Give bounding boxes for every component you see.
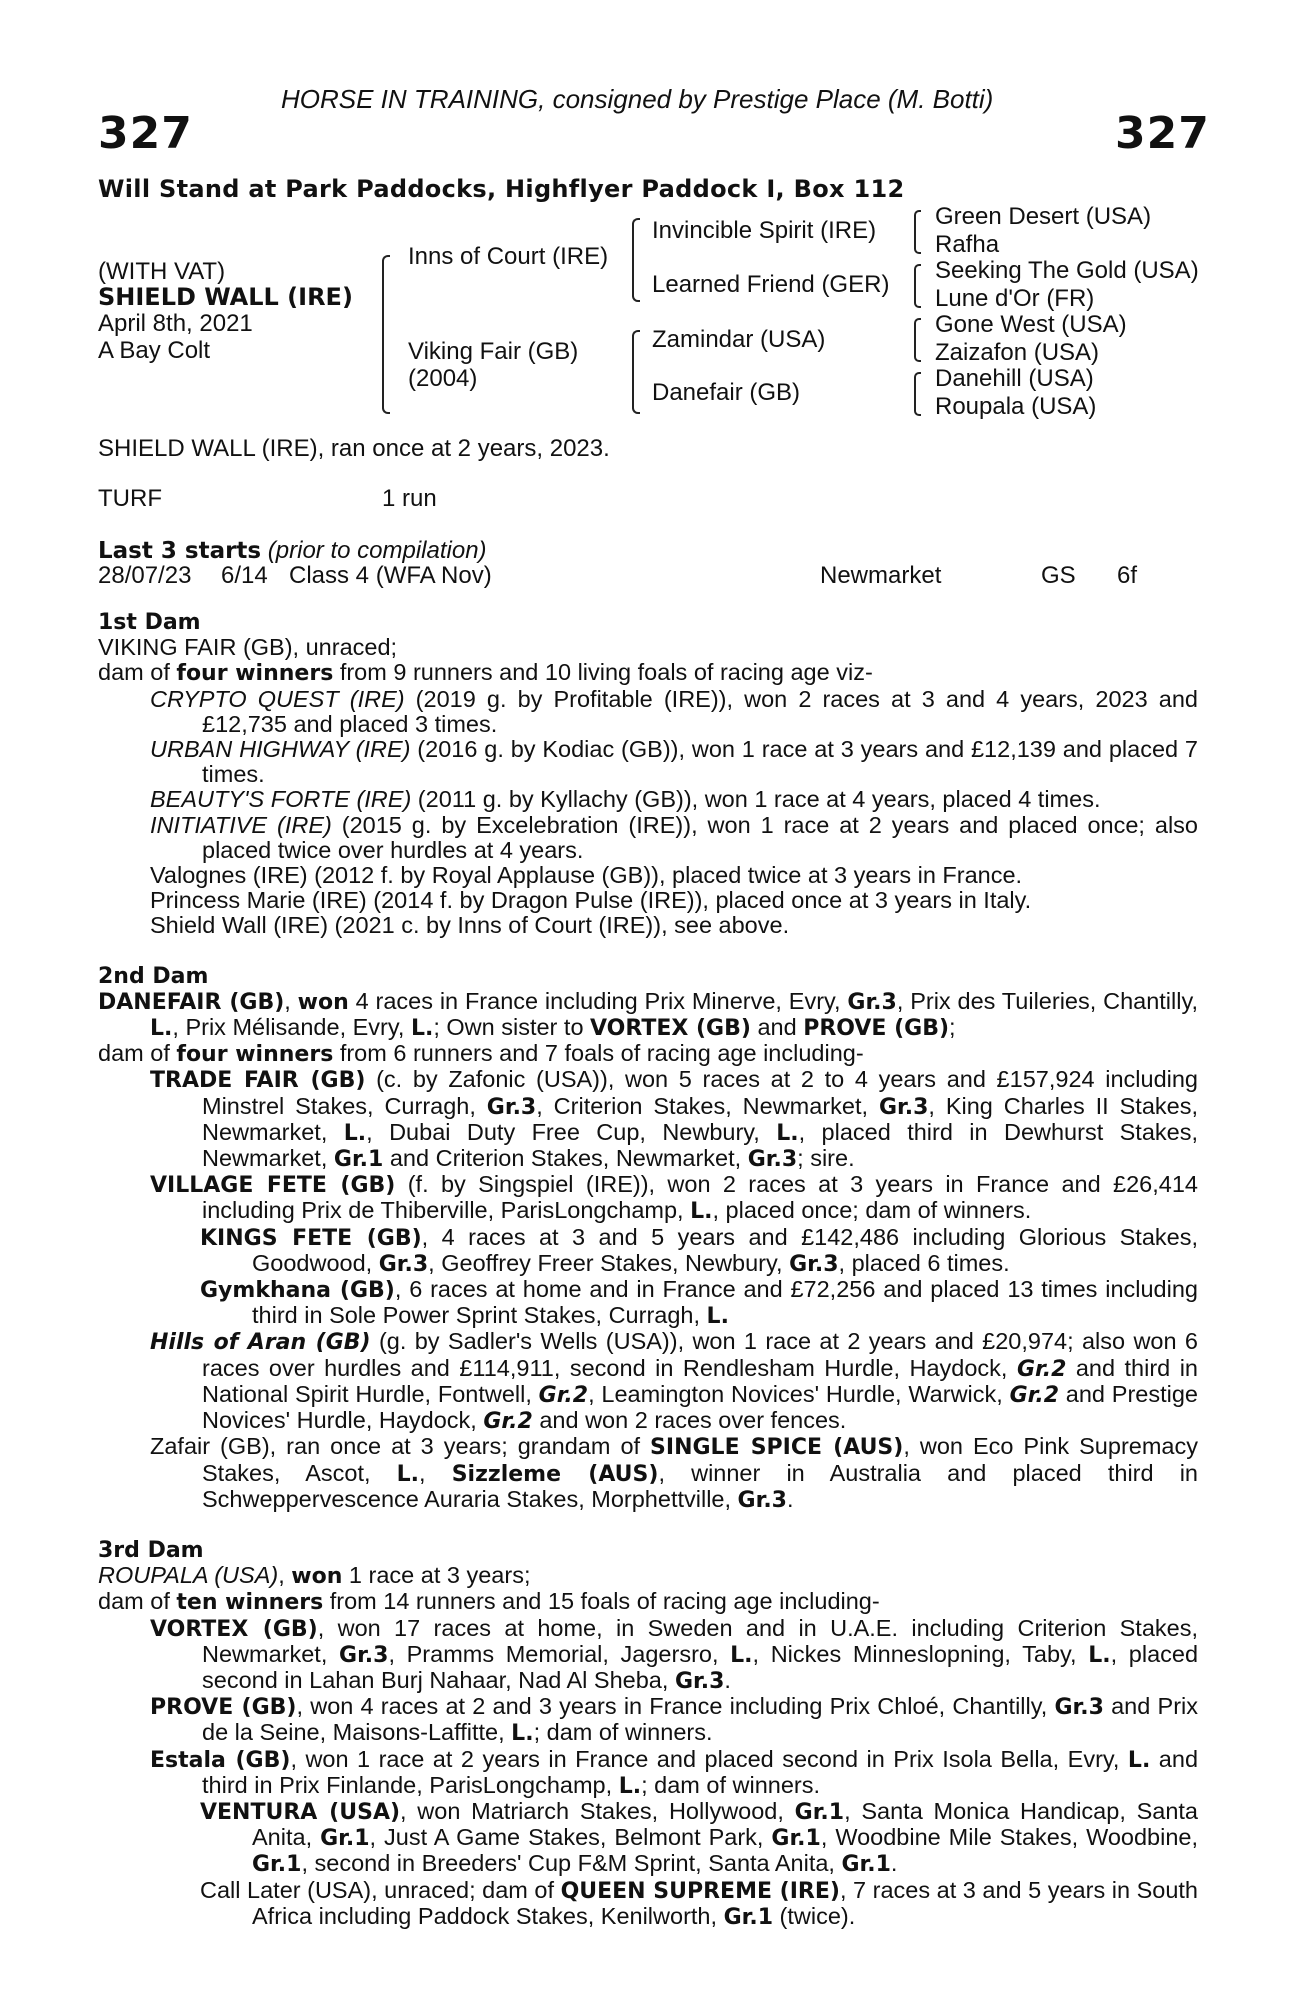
horse-name: SHIELD WALL (IRE) — [98, 283, 353, 311]
pedigree-sire-sire: Invincible Spirit (IRE) — [652, 217, 877, 244]
first-dam-produce-intro: dam of four winners from 9 runners and 10 living foals of racing age viz- — [98, 659, 873, 687]
first-dam-heading: 1st Dam — [98, 610, 201, 635]
pedigree-sire: Inns of Court (IRE) — [408, 243, 609, 270]
foaled-date: April 8th, 2021 — [98, 310, 253, 337]
lot-number-left: 327 — [98, 108, 193, 159]
race-summary: SHIELD WALL (IRE), ran once at 2 years, 2023. — [98, 435, 610, 462]
pedigree-g1: Green Desert (USA) — [935, 203, 1152, 230]
start-distance: 6f — [1117, 562, 1138, 589]
pedigree-dam-year: (2004) — [408, 365, 478, 392]
start-position: 6/14 — [221, 562, 268, 589]
pedigree-dam: Viking Fair (GB) — [408, 338, 579, 365]
pedigree-g3: Seeking The Gold (USA) — [935, 257, 1199, 284]
third-dam-heading: 3rd Dam — [98, 1537, 204, 1563]
catalogue-body — [98, 610, 1198, 1930]
horse-description: A Bay Colt — [98, 337, 211, 364]
brace-g3 — [914, 318, 921, 362]
pedigree-g7: Danehill (USA) — [935, 365, 1094, 392]
brace-g1 — [914, 210, 921, 254]
pedigree-g8: Roupala (USA) — [935, 393, 1097, 420]
third-dam-line: ROUPALA (USA), won 1 race at 3 years; — [98, 1562, 531, 1590]
start-race: Class 4 (WFA Nov) — [289, 562, 492, 589]
pedigree-sire-dam: Learned Friend (GER) — [652, 271, 890, 298]
third-dam-produce-intro: dam of ten winners from 14 runners and 15 foals of racing age including- — [98, 1588, 880, 1616]
brace-g4 — [914, 372, 921, 416]
pedigree-dam-dam: Danefair (GB) — [652, 379, 801, 406]
pedigree-g4: Lune d'Or (FR) — [935, 285, 1095, 312]
start-course: Newmarket — [820, 562, 942, 589]
start-going: GS — [1041, 562, 1076, 589]
record-surface: TURF — [98, 485, 162, 512]
second-dam-produce: TRADE FAIR (GB) (c. by Zafonic (USA)), won 5 races at 2 to 4 years and £157,924 including Minstrel Stakes, Curragh, Gr.3, Criterion Stakes, Newmarket, Gr.3, King Charles II Stakes, Newmarket, L., Dubai Duty Free Cup, Newbury, L., placed third in Dewhurst Stakes, Newmarket, Gr.1 and Criterion Stakes, Newmarket, Gr.3; sire. VILLAGE FETE (GB) (f. by Singspiel (IRE)), won 2 races at 3 years in France and £26,414 including Prix de Thiberville, ParisLongchamp, L., placed once; dam of winners. KINGS FETE (GB), 4 races at 3 and 5 years and £142,486 including Glorious Stakes, Goodwood, Gr.3, Geoffrey Freer Stakes, Newbury, Gr.3, placed 6 times. Gymkhana (GB), 6 races at home and in France and £72,256 and placed 13 times including third in Sole Power Sprint Stakes, Curragh, L. Hills of Aran (GB) (g. by Sadler's Wells (USA)), won 1 race at 2 years and £20,974; also won 6 races over hurdles and £114,911, second in Rendlesham Hurdle, Haydock, Gr.2 and third in National Spirit Hurdle, Fontwell, Gr.2, Leamington Novices' Hurdle, Warwick, Gr.2 and Prestige Novices' Hurdle, Haydock, Gr.2 and won 2 races over fences. Zafair (GB), ran once at 3 years; grandam of SINGLE SPICE (AUS), won Eco Pink Supremacy Stakes, Ascot, L., Sizzleme (AUS), winner in Australia and placed third in Schweppervescence Auraria Stakes, Morphettville, Gr.3. — [150, 1066, 1198, 1513]
second-dam-produce-intro: dam of four winners from 6 runners and 7 foals of racing age including- — [98, 1040, 864, 1068]
brace-main — [382, 255, 390, 414]
third-dam-produce: VORTEX (GB), won 17 races at home, in Sweden and in U.A.E. including Criterion Stakes, Newmarket, Gr.3, Pramms Memorial, Jagersro, L., Nickes Minneslopning, Taby, L., placed second in Lahan Burj Nahaar, Nad Al Sheba, Gr.3. PROVE (GB), won 4 races at 2 and 3 years in France including Prix Chloé, Chantilly, Gr.3 and Prix de la Seine, Maisons-Laffitte, L.; dam of winners. Estala (GB), won 1 race at 2 years in France and placed second in Prix Isola Bella, Evry, L. and third in Prix Finlande, ParisLongchamp, L.; dam of winners. VENTURA (USA), won Matriarch Stakes, Hollywood, Gr.1, Santa Monica Handicap, Santa Anita, Gr.1, Just A Game Stakes, Belmont Park, Gr.1, Woodbine Mile Stakes, Woodbine, Gr.1, second in Breeders' Cup F&M Sprint, Santa Anita, Gr.1. Call Later (USA), unraced; dam of QUEEN SUPREME (IRE), 7 races at 3 and 5 years in South Africa including Paddock Stakes, Kenilworth, Gr.1 (twice). — [150, 1614, 1199, 1930]
brace-g2 — [914, 264, 921, 308]
pedigree-dam-sire: Zamindar (USA) — [652, 326, 826, 353]
first-dam-produce: CRYPTO QUEST (IRE) (2019 g. by Profitable (IRE)), won 2 races at 3 and 4 years, 2023 and £12,735 and placed 3 times. URBAN HIGHWAY (IRE) (2016 g. by Kodiac (GB)), won 1 race at 3 years and £12,139 and placed 7 times. BEAUTY'S FORTE (IRE) (2011 g. by Kyllachy (GB)), won 1 race at 4 years, placed 4 times. INITIATIVE (IRE) (2015 g. by Excelebration (IRE)), won 1 race at 2 years and placed once; also placed twice over hurdles at 4 years. Valognes (IRE) (2012 f. by Royal Applause (GB)), placed twice at 3 years in France. Princess Marie (IRE) (2014 f. by Dragon Pulse (IRE)), placed once at 3 years in Italy. Shield Wall (IRE) (2021 c. by Inns of Court (IRE)), see above. — [150, 685, 1198, 939]
pedigree-g5: Gone West (USA) — [935, 311, 1127, 338]
start-date: 28/07/23 — [98, 562, 192, 589]
first-dam-line: VIKING FAIR (GB), unraced; — [98, 634, 398, 661]
pedigree-g2: Rafha — [935, 231, 1000, 258]
page-subtitle: HORSE IN TRAINING, consigned by Prestige Place (M. Botti) — [281, 84, 994, 114]
stand-location: Will Stand at Park Paddocks, Highflyer Paddock I, Box 112 — [98, 175, 905, 203]
last-starts-note: (prior to compilation) — [267, 537, 487, 564]
last-starts-heading — [98, 537, 487, 565]
vat-label: (WITH VAT) — [98, 258, 226, 285]
last-starts-title: Last 3 starts — [98, 538, 262, 564]
brace-dam — [632, 330, 640, 414]
record-runs: 1 run — [382, 485, 437, 512]
pedigree-g6: Zaizafon (USA) — [935, 339, 1100, 366]
brace-sire — [632, 218, 640, 302]
lot-number-right: 327 — [1115, 108, 1210, 159]
second-dam-heading: 2nd Dam — [98, 963, 209, 989]
second-dam-line: DANEFAIR (GB), won 4 races in France including Prix Minerve, Evry, Gr.3, Prix des Tuileries, Chantilly, L., Prix Mélisande, Evry, L.; Own sister to VORTEX (GB) and PROVE (GB); — [98, 987, 1198, 1042]
